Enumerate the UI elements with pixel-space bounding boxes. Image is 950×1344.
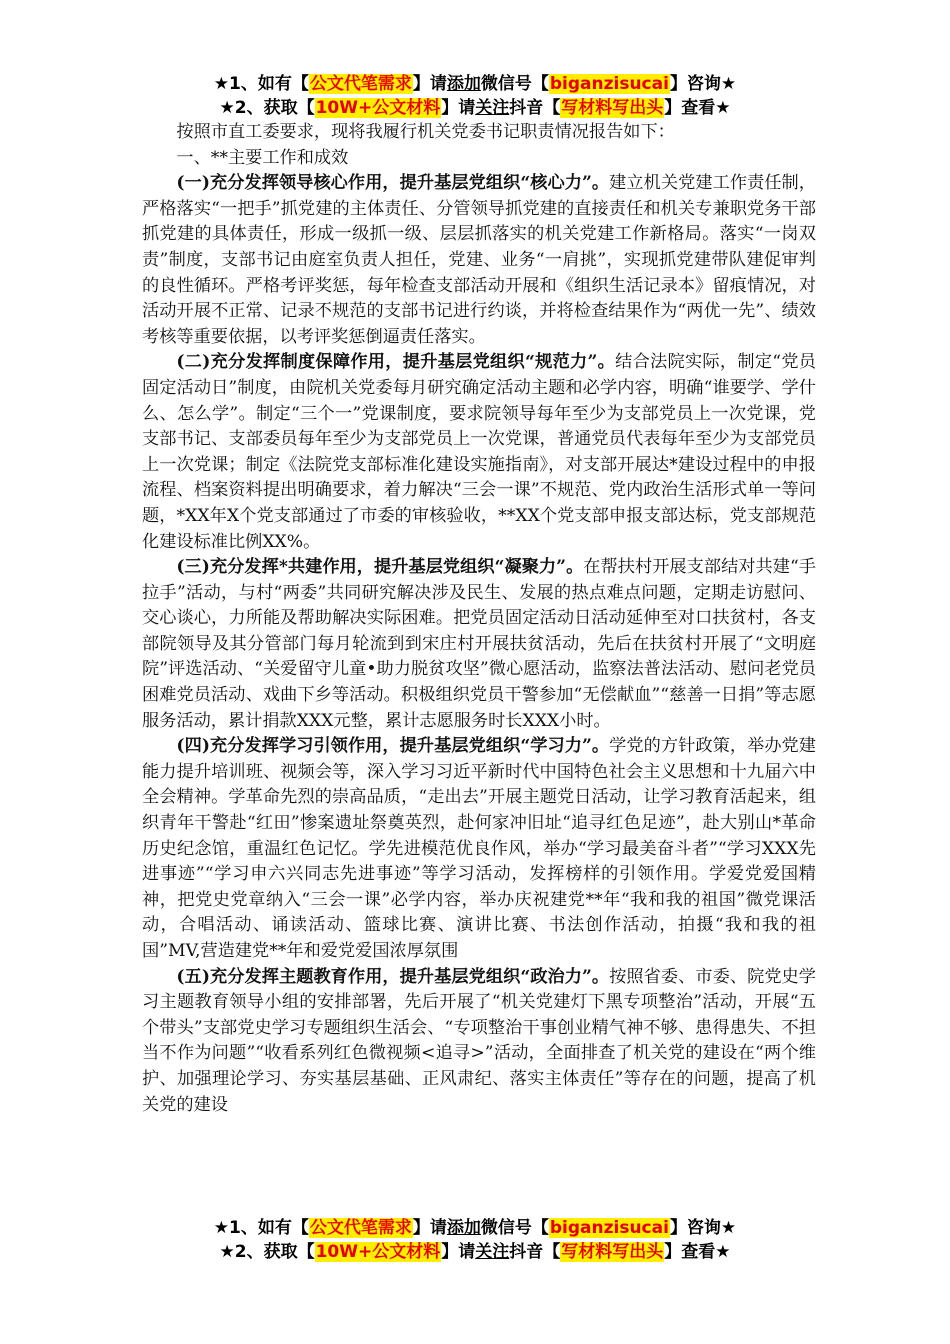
banner-highlight: 10W+公文材料 xyxy=(315,1242,441,1262)
paragraph-text: 结合法院实际，制定“党员固定活动日”制度，由院机关党委每月研究确定活动主题和必学内容，明确“谁要学、学什么、怎么学”。制定“三个一”党课制度，要求院领导每年至少为支部党员上一次党课，党支部书记、支部委员每年至少为支部党员上一次党课，普通党员代表每年至少为支部党员上一次党课；制定《法院党支部标准化建设实施指南》，对支部开展达*建设过程中的申报流程、档案资料提出明确要求，着力解决“三会一课”不规范、党内政治生活形式单一等问题，*XX年X个党支部通过了市委的审核验收，**XX个党支部申报支部达标，党支部规范化建设标准比例XX%。 xyxy=(142,352,816,552)
promo-banner-top-line2 xyxy=(0,96,950,120)
banner-underline: 关注 xyxy=(475,98,510,118)
banner-highlight: 写材料写出头 xyxy=(561,98,664,118)
document-body xyxy=(142,120,816,1118)
banner-highlight: biganzisucai xyxy=(549,1218,669,1238)
paragraph-heading: (一)充分发挥领导核心作用，提升基层党组织“核心力”。 xyxy=(176,173,610,194)
paragraph-4 xyxy=(142,734,816,964)
banner-highlight: 10W+公文材料 xyxy=(315,98,441,118)
banner-text: 】请 xyxy=(412,1218,447,1238)
banner-text: 】咨询★ xyxy=(669,1218,737,1238)
banner-text: 】请 xyxy=(412,74,447,94)
banner-text: 】查看★ xyxy=(664,1242,731,1262)
paragraph-text: 建立机关党建工作责任制，严格落实“一把手”抓党建的主体责任、分管领导抓党建的直接责任和机关专兼职党务干部抓党建的具体责任，形成一级抓一级、层层抓落实的机关党建工作新格局。落实“一岗双责”制度，支部书记由庭室负责人担任，党建、业务“一肩挑”，实现抓党建带队建促审判的良性循环。严格考评奖惩，每年检查支部活动开展和《组织生活记录本》留痕情况，对活动开展不正常、记录不规范的支部书记进行约谈，并将检查结果作为“两优一先”、绩效考核等重要依据，以考评奖惩倒逼责任落实。 xyxy=(142,173,816,347)
banner-text: 微信号【 xyxy=(480,1218,549,1238)
promo-banner-top-line1 xyxy=(0,72,950,96)
banner-text: 微信号【 xyxy=(480,74,549,94)
paragraph-heading: (五)充分发挥主题教育作用，提升基层党组织“政治力”。 xyxy=(176,966,610,987)
intro-paragraph: 按照市直工委要求，现将我履行机关党委书记职责情况报告如下： xyxy=(176,122,675,142)
paragraph-heading: (四)充分发挥学习引领作用，提升基层党组织“学习力”。 xyxy=(176,736,610,757)
banner-text: 】请 xyxy=(441,98,476,118)
section-heading: 一、**主要工作和成效 xyxy=(176,147,349,168)
banner-highlight: 公文代笔需求 xyxy=(309,74,412,94)
paragraph-text: 学党的方针政策，举办党建能力提升培训班、视频会等，深入学习习近平新时代中国特色社会主义思想和十九届六中全会精神。学革命先烈的崇高品质，“走出去”开展主题党日活动，让学习教育活起来，组织青年干警赴“红田”惨案遗址祭奠英烈，赴何家冲旧址“追寻红色足迹”，赴大别山*革命历史纪念馆，重温红色记忆。学先进模范优良作风，举办“学习最美奋斗者”“学习XXX先进事迹”“学习申六兴同志先进事迹”等学习活动，发挥榜样的引领作用。学爱党爱国精神，把党史党章纳入“三会一课”必学内容，举办庆祝建党**年“我和我的祖国”微党课活动，合唱活动、诵读活动、篮球比赛、演讲比赛、书法创作活动，拍摄“我和我的祖国”MV,营造建党**年和爱党爱国浓厚氛围 xyxy=(142,736,816,961)
promo-banner-bottom-line2 xyxy=(0,1240,950,1264)
paragraph-5 xyxy=(142,965,816,1119)
paragraph-text: 在帮扶村开展支部结对共建“手拉手”活动，与村“两委”共同研究解决涉及民生、发展的热点难点问题，定期走访慰问、交心谈心，力所能及帮助解决实际困难。把党员固定活动日活动延伸至对口扶贫村，各支部院领导及其分管部门每月轮流到到宋庄村开展扶贫活动，先后在扶贫村开展了“文明庭院”评选活动、“关爱留守儿童•助力脱贫攻坚”微心愿活动，监察法普法活动、慰问老党员困难党员活动、戏曲下乡等活动。积极组织党员干警参加“无偿献血”“慈善一日捐”等志愿服务活动，累计捐款XXX元整，累计志愿服务时长XXX小时。 xyxy=(142,557,816,731)
paragraph-text: 按照省委、市委、院党史学习主题教育领导小组的安排部署，先后开展了“机关党建灯下黑专项整治”活动，开展“五个带头”支部党史学习专题组织生活会、“专项整治干事创业精气神不够、患得患失、不担当不作为问题”“收看系列红色微视频<追寻>”活动，全面排查了机关党的建设在“两个维护、加强理论学习、夯实基层基础、正风肃纪、落实主体责任”等存在的问题，提高了机关党的建设 xyxy=(142,966,816,1115)
paragraph-1 xyxy=(142,171,816,350)
banner-highlight: 公文代笔需求 xyxy=(309,1218,412,1238)
paragraph-3 xyxy=(142,555,816,734)
banner-text: 抖音【 xyxy=(509,1242,561,1262)
banner-text: 】查看★ xyxy=(664,98,731,118)
promo-banner-bottom-line1 xyxy=(0,1216,950,1240)
banner-text: ★1、如有【 xyxy=(213,1218,309,1238)
banner-underline: 添加 xyxy=(446,1218,481,1238)
paragraph-heading: (三)充分发挥*共建作用，提升基层党组织“凝聚力”。 xyxy=(176,557,584,578)
banner-text: ★1、如有【 xyxy=(213,74,309,94)
banner-text: ★2、获取【 xyxy=(219,98,315,118)
banner-underline: 关注 xyxy=(475,1242,510,1262)
banner-underline: 添加 xyxy=(446,74,481,94)
banner-text: 抖音【 xyxy=(509,98,561,118)
banner-text: 】咨询★ xyxy=(669,74,737,94)
banner-text: 】请 xyxy=(441,1242,476,1262)
paragraph-2 xyxy=(142,350,816,555)
banner-highlight: 写材料写出头 xyxy=(561,1242,664,1262)
banner-highlight: biganzisucai xyxy=(549,74,669,94)
paragraph-heading: (二)充分发挥制度保障作用，提升基层党组织“规范力”。 xyxy=(176,352,616,373)
banner-text: ★2、获取【 xyxy=(219,1242,315,1262)
